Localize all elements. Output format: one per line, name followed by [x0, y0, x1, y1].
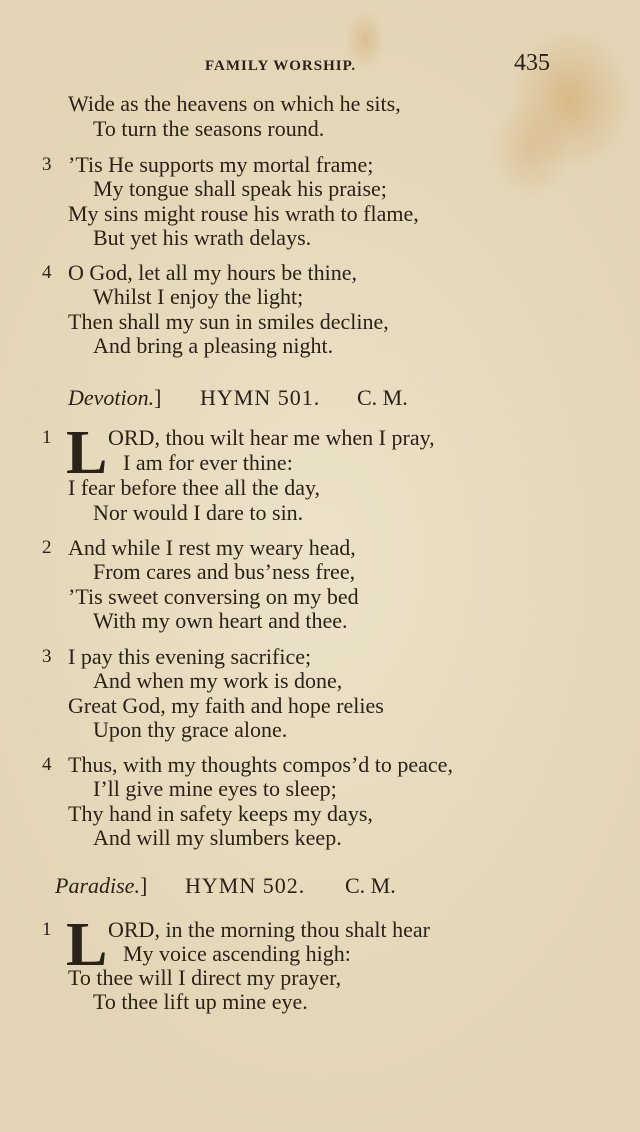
verse-number: 4 [42, 754, 52, 775]
verse-number: 3 [42, 154, 52, 175]
bracket: ] [154, 385, 162, 410]
verse-line: To thee will I direct my prayer, [68, 965, 342, 990]
verse-line: Thus, with my thoughts compos’d to peace, [68, 752, 453, 777]
verse-line: Thy hand in safety keeps my days, [68, 801, 373, 826]
verse-number: 1 [42, 427, 52, 448]
verse-line: And while I rest my weary head, [68, 535, 356, 560]
verse-line: O God, let all my hours be thine, [68, 260, 358, 285]
verse-line: My tongue shall speak his praise; [93, 176, 387, 201]
verse-line: ORD, in the morning thou shalt hear [108, 917, 431, 942]
verse-line: ’Tis sweet conversing on my bed [68, 584, 359, 609]
verse-line: I fear before thee all the day, [68, 475, 321, 500]
tune-name: Paradise. [55, 873, 140, 898]
drop-cap: L [66, 419, 108, 487]
verse-line: And bring a pleasing night. [93, 333, 334, 358]
hymn-meter: C. M. [345, 873, 396, 898]
verse-line: To turn the seasons round. [93, 116, 325, 141]
hymn-title: HYMN 502. [185, 873, 306, 898]
verse-line: Wide as the heavens on which he sits, [68, 91, 401, 116]
verse-line: And will my slumbers keep. [93, 825, 342, 850]
running-title: FAMILY WORSHIP. [205, 58, 357, 74]
verse-line: And when my work is done, [93, 668, 343, 693]
tune-name: Devotion. [68, 385, 155, 410]
verse-line: From cares and bus’ness free, [93, 559, 356, 584]
bracket: ] [139, 873, 148, 898]
verse-line: Great God, my faith and hope relies [68, 693, 384, 718]
verse-line: My sins might rouse his wrath to flame, [68, 201, 419, 226]
verse-line: To thee lift up mine eye. [93, 989, 308, 1014]
verse-line: I pay this evening sacrifice; [68, 644, 312, 669]
hymn-tune-name [55, 874, 147, 898]
page-number: 435 [514, 50, 550, 76]
verse-number: 4 [42, 262, 52, 283]
hymn-tune-name [68, 386, 161, 410]
verse-line: I’ll give mine eyes to sleep; [93, 776, 337, 801]
verse-line: ’Tis He supports my mortal frame; [68, 152, 374, 177]
verse-line: With my own heart and thee. [93, 608, 348, 633]
hymn-title: HYMN 501. [200, 385, 321, 410]
verse-line: But yet his wrath delays. [93, 225, 312, 250]
verse-line: I am for ever thine: [123, 450, 293, 475]
hymn-meter: C. M. [357, 385, 408, 410]
drop-cap: L [66, 911, 108, 979]
verse-line: ORD, thou wilt hear me when I pray, [108, 425, 435, 450]
verse-number: 1 [42, 919, 52, 940]
verse-line: Nor would I dare to sin. [93, 500, 304, 525]
verse-number: 2 [42, 537, 52, 558]
verse-number: 3 [42, 646, 52, 667]
verse-line: Then shall my sun in smiles decline, [68, 309, 389, 334]
verse-line: Whilst I enjoy the light; [93, 284, 304, 309]
verse-line: My voice ascending high: [123, 941, 351, 966]
verse-line: Upon thy grace alone. [93, 717, 288, 742]
